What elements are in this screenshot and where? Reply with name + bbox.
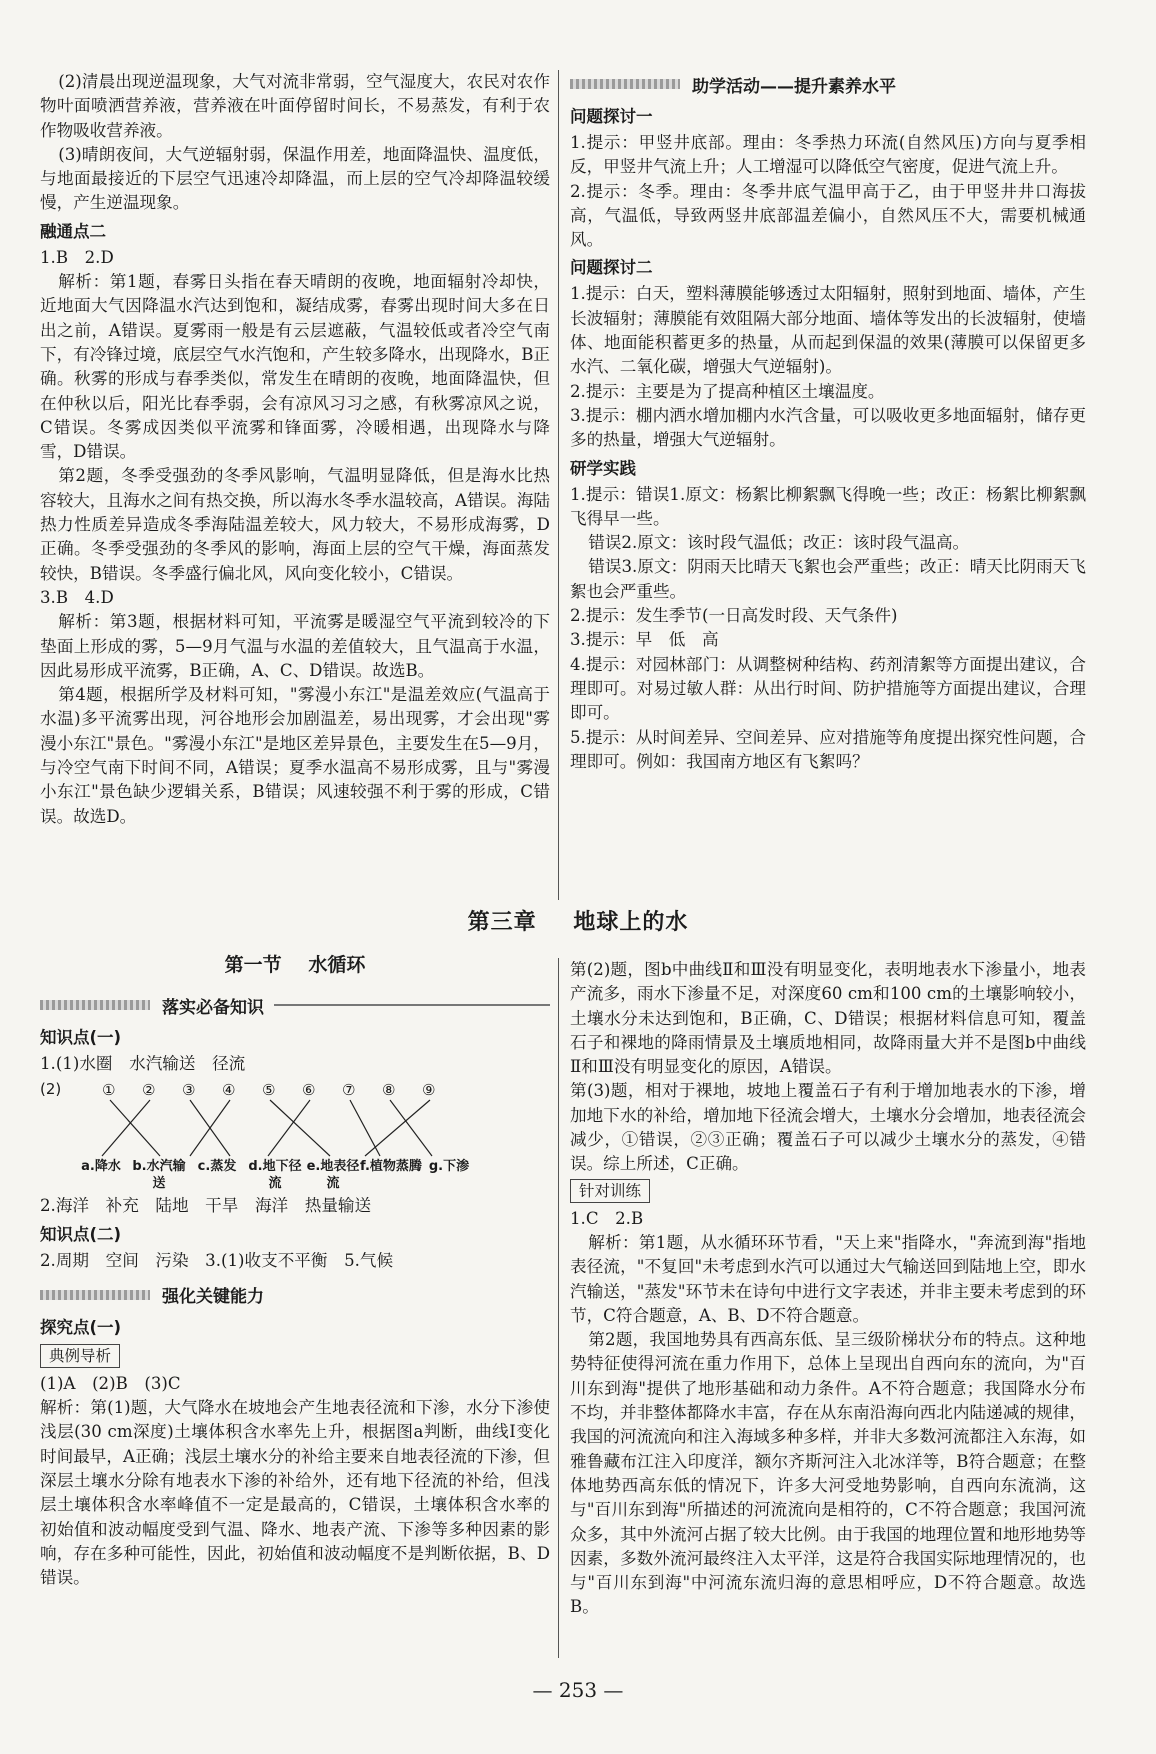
label-c: c.蒸发 [197, 1159, 237, 1175]
paragraph: 1.提示：甲竖井底部。理由：冬季热力环流(自然风压)方向与夏季相反，甲竖井气流上升；人工增湿可以降低空气密度，促进气流上升。 [570, 133, 1086, 177]
paragraph: 2.提示：主要是为了提高种植区土壤温度。 [570, 381, 885, 401]
diagram-prefix: (2) [40, 1080, 62, 1099]
answer-line: 3.B 4.D [40, 587, 114, 607]
paragraph: 解析：第3题，根据材料可知，平流雾是暖湿空气平流到较冷的下垫面上形成的雾，5—9月气温与水温的差值较大，且气温高于水温，因此易形成平流雾，B正确，A、C、D错误。故选B。 [40, 612, 550, 680]
paragraph: 第2题，冬季受强劲的冬季风影响，气温明显降低，但是海水比热容较大，且海水之间有热交换，所以海水冬季水温较高，A错误。海陆热力性质差异造成冬季海陆温差较大，风力较大，不易形成海雾，D正确。冬季受强劲的冬季风的影响，海面上层的空气干燥，海面蒸发较快，B错误。冬季盛行偏北风，风向变化较小，C错误。 [40, 466, 550, 583]
paragraph: 2.提示：冬季。理由：冬季井底气温甲高于乙，由于甲竖井井口海拔高，气温低，导致两竖井底部温差偏小，自然风压不大，需要机械通风。 [570, 181, 1086, 250]
paragraph: 1.提示：白天，塑料薄膜能够透过太阳辐射，照射到地面、墙体，产生长波辐射；薄膜能有效阻隔大部分地面、墙体等发出的长波辐射，使墙体、地面能积蓄更多的热量，从而起到保温的效果(薄膜可以保留更多水汽、二氧化碳，增强大气逆辐射)。 [570, 284, 1086, 377]
answer-line: 1.(1)水圈 水汽输送 径流 [40, 1054, 246, 1073]
circle-9: ⑨ [422, 1081, 436, 1100]
chapter-number: 第三章 [467, 910, 537, 935]
answer-line: 1.C 2.B [570, 1208, 644, 1228]
banner-bar [570, 79, 680, 89]
banner-title: 助学活动——提升素养水平 [692, 76, 896, 97]
banner-title: 强化关键能力 [162, 1287, 264, 1308]
paragraph: 3.提示：早 低 高 [570, 630, 719, 650]
section-title [40, 950, 550, 977]
right-column-top [570, 70, 1086, 774]
column-divider-bottom [558, 958, 559, 1658]
label-g: g.下渗 [428, 1159, 470, 1175]
paragraph: (2)清晨出现逆温现象，大气对流非常弱，空气湿度大，农民对农作物叶面喷洒营养液，营养液在叶面停留时间长，不易蒸发，有利于农作物吸收营养液。 [40, 72, 550, 140]
paragraph: 第4题，根据所学及材料可知，"雾漫小东江"是温差效应(气温高于水温)多平流雾出现，河谷地形会加剧温差，易出现雾，才会出现"雾漫小东江"景色。"雾漫小东江"是地区差异景色，主要发生在5—9月，与冷空气南下时间不同，A错误；夏季水温高不易形成雾，且与"雾漫小东江"景色缺少逻辑关系，B错误；风速较强不利于雾的形成，C错误。故选D。 [40, 685, 550, 826]
paragraph: 错误3.原文：阴雨天比晴天飞絮也会严重些；改正：晴天比阴雨天飞絮也会严重些。 [570, 557, 1086, 601]
tag-dianli: 典例导析 [40, 1344, 120, 1368]
circle-4: ④ [222, 1081, 236, 1100]
circle-7: ⑦ [342, 1081, 356, 1100]
heading-wenti-2: 问题探讨二 [570, 258, 653, 278]
paragraph: 1.提示：错误1.原文：杨絮比柳絮飘飞得晚一些；改正：杨絮比柳絮飘飞得早一些。 [570, 484, 1086, 528]
circle-5: ⑤ [262, 1081, 276, 1100]
answer-line: 2.海洋 补充 陆地 干旱 海洋 热量输送 [40, 1196, 372, 1216]
banner-title: 落实必备知识 [162, 997, 264, 1018]
heading-tanjiu-1: 探究点(一) [40, 1317, 122, 1337]
heading-zhishi-1: 知识点(一) [40, 1028, 122, 1047]
page-number: — 253 — [532, 1678, 624, 1702]
paragraph: 第2题，我国地势具有西高东低、呈三级阶梯状分布的特点。这种地势特征使得河流在重力作用下，总体上呈现出自西向东的流向，为"百川东到海"提供了地形基础和动力条件。A不符合题意；我国降水分布不均，并非整体都降水丰富，存在从东南沿海向西北内陆递减的规律，我国的河流流向和注入海域多种多样，并非大多数河流都注入东海，如雅鲁藏布江注入印度洋，额尔齐斯河注入北冰洋等，B符合题意；在整体地势西高东低的情况下，许多大河受地势影响，自西向东流淌，这与"百川东到海"所描述的河流流向是相符的，C不符合题意；我国河流众多，其中外流河占据了较大比例。由于我国的地理位置和地形地势等因素，多数外流河最终注入太平洋，这是符合我国实际地理情况的，也与"百川东到海"中河流东流归海的意思相呼应，D不符合题意。故选B。 [570, 1330, 1086, 1617]
paragraph: 5.提示：从时间差异、空间差异、应对措施等角度提出探究性问题，合理即可。例如：我国南方地区有飞絮吗？ [570, 727, 1086, 771]
section-number: 第一节 [224, 954, 282, 976]
heading-yanxue: 研学实践 [570, 458, 636, 478]
right-column-bottom [570, 958, 1086, 1620]
tag-zhendui: 针对训练 [570, 1179, 650, 1203]
circle-6: ⑥ [302, 1081, 316, 1100]
banner-rule [274, 1004, 550, 1006]
paragraph: 2.提示：发生季节(一日高发时段、天气条件) [570, 606, 898, 626]
paragraph: 错误2.原文：该时段气温低；改正：该时段气温高。 [588, 533, 970, 553]
answer-line: 2.周期 空间 污染 3.(1)收支不平衡 5.气候 [40, 1250, 394, 1270]
circle-2: ② [142, 1081, 156, 1100]
heading-rongtong-2: 融通点二 [40, 221, 106, 241]
paragraph: 第(3)题，相对于裸地，坡地上覆盖石子有利于增加地表水的下渗，增加地下水的补给，增加地下径流会增大，土壤水分会增加，地表径流会减少，①错误，②③正确；覆盖石子可以减少土壤水分的蒸发，④错误。综上所述，C正确。 [570, 1081, 1086, 1174]
paragraph: 第(2)题，图b中曲线Ⅱ和Ⅲ没有明显变化，表明地表水下渗量小，地表产流多，雨水下渗量不足，对深度60 cm和100 cm的土壤影响较小，土壤水分未达到饱和，B正确，C、D错误；根据材料信息可知，覆盖石子和裸地的降雨情景及土壤质地相同，故降雨量大并不是图b中曲线Ⅱ和Ⅲ没有明显变化的原因，A错误。 [570, 960, 1086, 1077]
banner-zhuxue [570, 70, 1086, 98]
banner-qianghua [40, 1281, 550, 1309]
paragraph: 解析：第(1)题，大气降水在坡地会产生地表径流和下渗，水分下渗使浅层(30 cm深度)土壤体积含水率先上升，根据图a判断，曲线Ⅰ变化时间最早，A正确；浅层土壤水分的补给主要来自地表径流的下渗，但深层土壤水分除有地表水下渗的补给外，还有地下径流的补给，但浅层土壤体积含水率峰值不一定是最高的，C错误，土壤体积含水率的初始值和波动幅度受到气温、降水、地表产流、下渗等多种因素的影响，存在多种可能性，因此，初始值和波动幅度不是判断依据，B、D错误。 [40, 1398, 550, 1588]
banner-bar [40, 1000, 150, 1010]
matching-diagram [40, 1078, 550, 1192]
label-e: e.地表径流 [306, 1159, 360, 1192]
heading-wenti-1: 问题探讨一 [570, 107, 653, 126]
label-b: b.水汽输送 [132, 1159, 186, 1192]
left-column-bottom [40, 954, 550, 1591]
paragraph: 3.提示：棚内洒水增加棚内水汽含量，可以吸收更多地面辐射，储存更多的热量，增强大气逆辐射。 [570, 405, 1086, 450]
chapter-title [0, 905, 1156, 936]
circle-1: ① [102, 1081, 116, 1100]
circle-3: ③ [182, 1081, 196, 1100]
chapter-name: 地球上的水 [573, 910, 689, 935]
label-a: a.降水 [81, 1159, 121, 1175]
banner-bar [40, 1290, 150, 1300]
banner-luoshi [40, 991, 550, 1019]
column-divider-top [558, 70, 559, 900]
label-d: d.地下径流 [248, 1159, 302, 1192]
paragraph: (3)晴朗夜间，大气逆辐射弱，保温作用差，地面降温快、温度低，与地面最接近的下层空气迅速冷却降温，而上层的空气冷却降温较缓慢，产生逆温现象。 [40, 144, 550, 213]
heading-zhishi-2: 知识点(二) [40, 1224, 122, 1244]
answer-line: (1)A (2)B (3)C [40, 1373, 181, 1393]
section-name: 水循环 [308, 954, 366, 976]
paragraph: 4.提示：对园林部门：从调整树种结构、药剂清絮等方面提出建议，合理即可。对易过敏人群：从出行时间、防护措施等方面提出建议，合理即可。 [570, 654, 1086, 723]
circle-8: ⑧ [382, 1081, 396, 1100]
left-column-top [40, 70, 550, 829]
paragraph: 解析：第1题，从水循环环节看，"天上来"指降水，"奔流到海"指地表径流，"不复回"未考虑到水汽可以通过大气输送回到陆地上空，即水汽输送，"蒸发"环节未在诗句中进行文字表述，并非主要未考虑到的环节，C符合题意，A、B、D不符合题意。 [570, 1232, 1086, 1325]
answer-line: 1.B 2.D [40, 247, 114, 267]
paragraph: 解析：第1题，春雾日头指在春天晴朗的夜晚，地面辐射冷却快，近地面大气因降温水汽达到饱和，凝结成雾，春雾出现时间大多在日出之前，A错误。夏雾雨一般是有云层遮蔽，气温较低或者冷空气南下，有冷锋过境，底层空气水汽饱和，产生较多降水，出现降水，B正确。秋雾的形成与春季类似，常发生在晴朗的夜晚，地面降温快，但在仲秋以后，阳光比春季弱，会有凉风习习之感，有秋雾凉风之说，C错误。冬雾成因类似平流雾和锋面雾，冷暖相遇，出现降水与降雪，D错误。 [40, 272, 551, 462]
label-f: f.植物蒸腾 [360, 1159, 422, 1175]
